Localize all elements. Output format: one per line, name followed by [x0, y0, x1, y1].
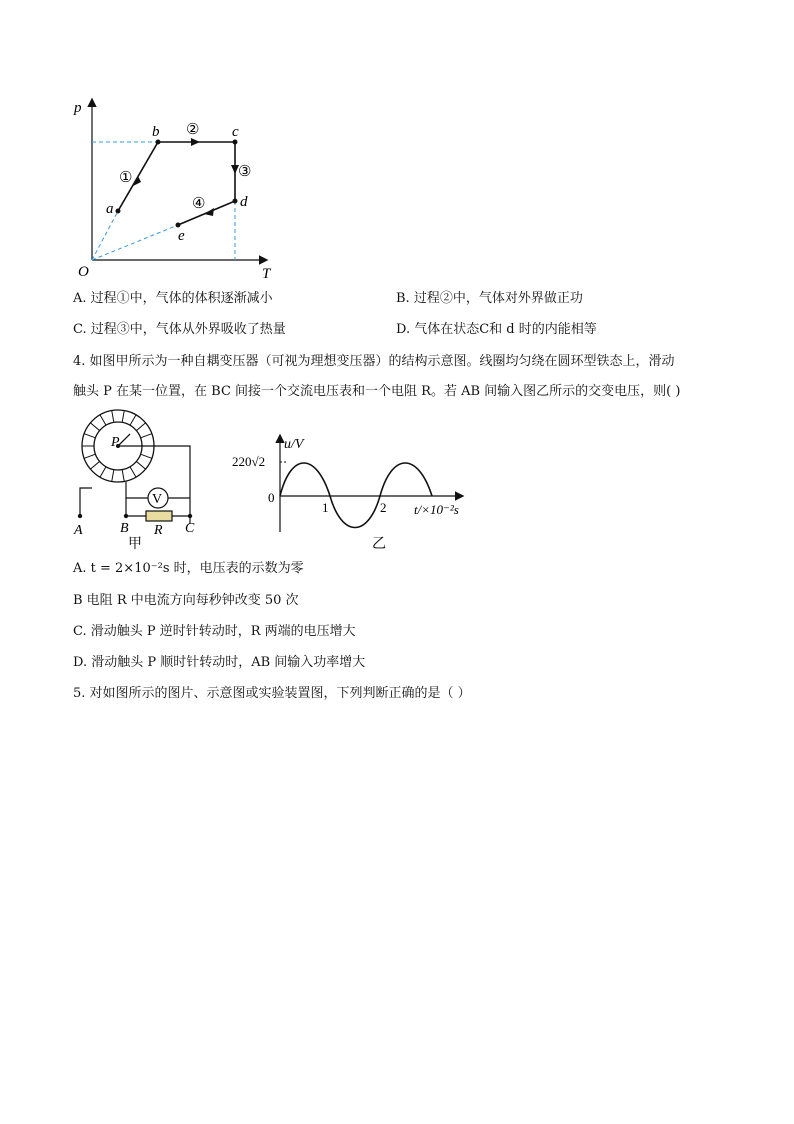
point-e: [176, 223, 181, 228]
label-c-terminal: C: [185, 521, 195, 536]
origin-label: O: [78, 264, 89, 280]
label-tick-1: 1: [322, 500, 329, 515]
axis-t-label: T: [262, 266, 271, 282]
q4-stem-line1: 4. 如图甲所示为一种自耦变压器（可视为理想变压器）的结构示意图。线圈均匀绕在圆环型铁态上，滑动: [73, 354, 675, 369]
arrow-4: [204, 208, 214, 216]
label-u-v: u/V: [284, 437, 304, 452]
label-a: a: [106, 201, 114, 217]
label-d: d: [240, 194, 248, 210]
label-tick-2: 2: [380, 500, 387, 515]
label-zero: 0: [268, 490, 275, 505]
caption-jia: 甲: [128, 537, 142, 550]
label-t-axis: t/×10⁻²s: [414, 502, 459, 517]
label-step2: ②: [186, 122, 200, 138]
dashed-o-e: [92, 225, 178, 260]
q3-option-d[interactable]: D. 气体在状态C和 d 时的内能相等: [396, 322, 597, 337]
q3-option-b[interactable]: B. 过程②中，气体对外界做正功: [396, 291, 583, 306]
label-b: b: [152, 124, 160, 140]
q3-option-a[interactable]: A. 过程①中，气体的体积逐渐减小: [73, 291, 273, 306]
label-step1: ①: [119, 170, 133, 186]
label-b-terminal: B: [120, 521, 129, 536]
q4-option-d[interactable]: D. 滑动触头 P 顺时针转动时，AB 间输入功率增大: [73, 655, 366, 670]
q4-stem-line2: 触头 P 在某一位置，在 BC 间接一个交流电压表和一个电阻 R。若 AB 间输入图乙所示的交变电压，则( ): [73, 384, 681, 399]
sine-wave: [280, 463, 432, 528]
point-b: [156, 140, 161, 145]
label-c: c: [232, 124, 239, 140]
point-d: [233, 199, 238, 204]
pt-graph: [70, 92, 290, 282]
terminal-a: [78, 514, 82, 518]
wire-coil-a: [80, 488, 92, 514]
label-step4: ④: [192, 196, 206, 212]
label-step3: ③: [238, 164, 252, 180]
label-r-resistor: R: [154, 523, 163, 538]
label-a-terminal: A: [74, 523, 83, 538]
label-peak: 220√2: [232, 454, 266, 469]
axis-p-label: p: [74, 100, 82, 116]
voltage-graph: [228, 432, 478, 552]
voltmeter-label: V: [152, 492, 163, 507]
resistor-icon: [146, 511, 172, 521]
q3-option-c[interactable]: C. 过程③中，气体从外界吸收了热量: [73, 322, 286, 337]
point-c: [233, 140, 238, 145]
label-p: P: [111, 435, 120, 450]
point-a: [116, 209, 121, 214]
label-e: e: [178, 228, 185, 244]
dashed-o-a: [92, 211, 118, 260]
q4-option-c[interactable]: C. 滑动触头 P 逆时针转动时，R 两端的电压增大: [73, 624, 356, 639]
q5-stem: 5. 对如图所示的图片、示意图或实验装置图，下列判断正确的是（ ）: [73, 686, 471, 701]
arrow-2: [191, 138, 200, 146]
q4-option-b[interactable]: B 电阻 R 中电流方向每秒钟改变 50 次: [73, 593, 299, 608]
caption-yi: 乙: [372, 537, 386, 552]
autotransformer-figure: [68, 408, 208, 550]
q4-option-a[interactable]: A. t = 2×10⁻²s 时，电压表的示数为零: [73, 561, 304, 576]
